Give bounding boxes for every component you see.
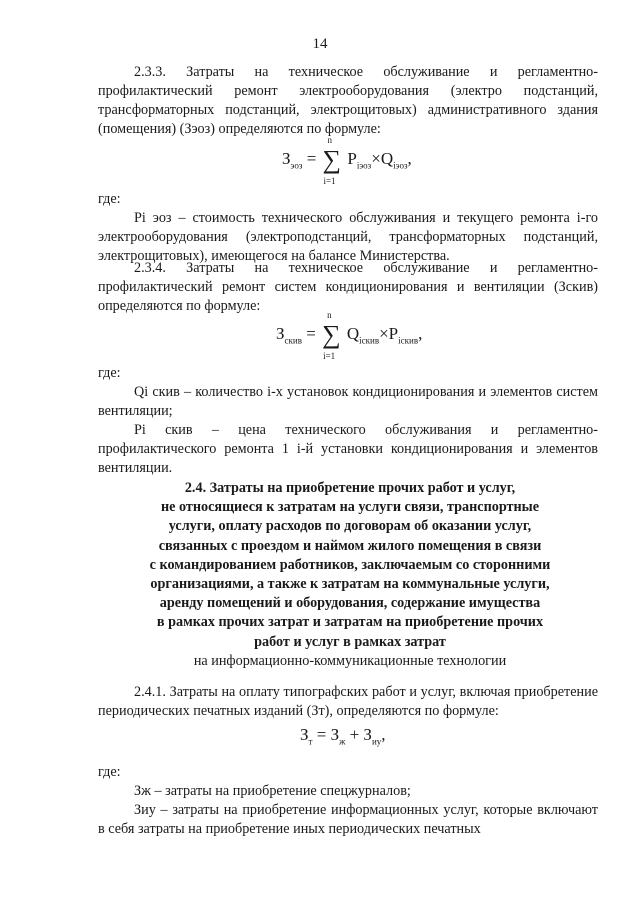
heading-line: на информационно-коммуникационные технологии	[193, 652, 507, 669]
heading-line: аренду помещений и оборудования, содержание имущества	[159, 595, 541, 612]
formula-zt: $З_т = З_ж + З_{иу}$,	[300, 725, 386, 747]
heading-line: услуги, оплату расходов по договорам об оказании услуг,	[168, 518, 532, 535]
paragraph-2-3-4: 2.3.4. Затраты на техническое обслуживание и регламентно-профилактический ремонт систем кондиционирования и вентиляции (Зскив) определяются по формуле:	[98, 260, 598, 314]
formula-zskiv: $З_{скив}$ = ∑ n i=1 $Q_{iскив}\times P_{iскив}$,	[276, 310, 423, 361]
where-label-1: где:	[98, 191, 121, 207]
section-heading-2-4	[130, 479, 570, 671]
definition-ziu: Зиу – затраты на приобретение информационных услуг, которые включают в себя затраты на приобретение иных периодических печатных	[98, 802, 598, 837]
sum-symbol: ∑ n i=1	[322, 135, 342, 186]
definition-p-skiv: Pi скив – цена технического обслуживания и регламентно-профилактического ремонта 1 i-й установки кондиционирования и элементов вентиляции.	[98, 422, 598, 476]
definition-p-eoz: Pi эоз – стоимость технического обслуживания и текущего ремонта i-го электрооборудования (электроподстанций, трансформаторных подстанций, электрощитовых), имеющегося на балансе Министерства.	[98, 210, 598, 264]
definition-q-skiv: Qi скив – количество i-х установок кондиционирования и элементов систем вентиляции;	[98, 384, 598, 419]
heading-line: организациями, а также к затратам на коммунальные услуги,	[150, 576, 550, 593]
heading-line: работ и услуг в рамках затрат	[254, 633, 446, 650]
where-label-3: где:	[98, 764, 121, 780]
sum-symbol: ∑ n i=1	[322, 310, 341, 361]
paragraph-2-3-3: 2.3.3. Затраты на техническое обслуживание и регламентно-профилактический ремонт электрооборудования (электро подстанций, трансформаторных подстанций, электрощитовых) административного здания (помещения) (Зэоз) определяются по формуле:	[98, 64, 598, 137]
paragraph-2-4-1: 2.4.1. Затраты на оплату типографских работ и услуг, включая приобретение периодических печатных изданий (Зт), определяются по формуле:	[98, 684, 598, 719]
heading-line: с командированием работников, заключаемым со сторонними	[149, 556, 551, 573]
heading-line: в рамках прочих затрат и затратам на приобретение прочих	[156, 614, 544, 631]
heading-line: не относящиеся к затратам на услуги связи, транспортные	[160, 499, 540, 516]
where-label-2: где:	[98, 365, 121, 381]
heading-line: связанных с проездом и наймом жилого помещения в связи	[158, 537, 542, 554]
formula-zeoz: $З_{эоз}$ = ∑ n i=1 $P_{iэоз}\times Q_{iэоз}$,	[282, 135, 412, 186]
definition-zh: Зж – затраты на приобретение спецжурналов;	[134, 783, 411, 799]
heading-line: 2.4. Затраты на приобретение прочих работ и услуг,	[184, 480, 516, 496]
page-number: 14	[312, 36, 328, 52]
